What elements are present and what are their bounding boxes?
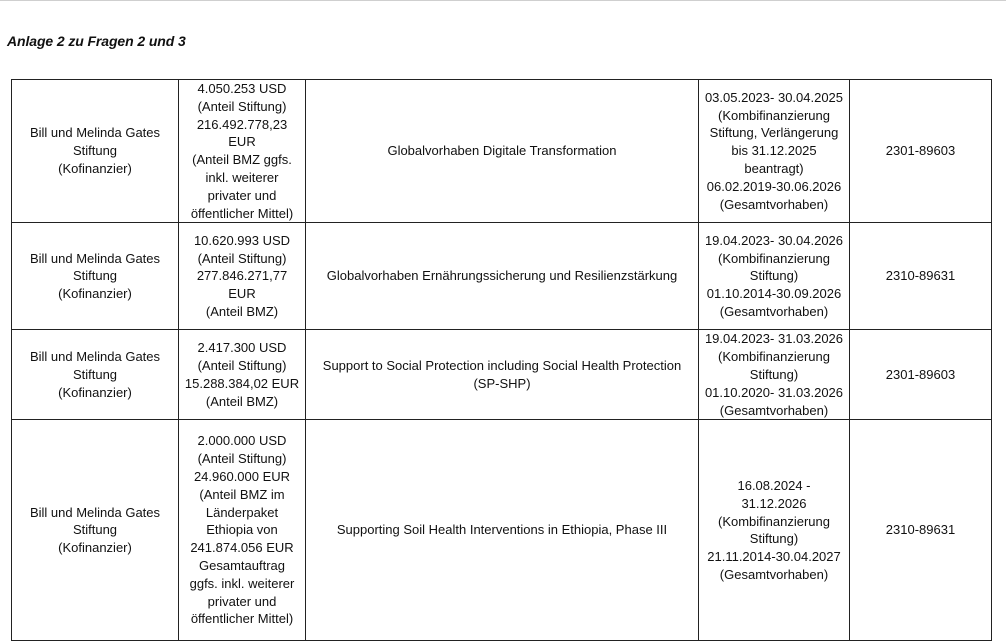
number-text: 2301-89603 — [885, 143, 956, 159]
table-row — [12, 223, 992, 330]
amount-text: 2.000.000 USD (Anteil Stiftung) 24.960.000 EUR (Anteil BMZ im Länderpaket Ethiopia von 241.874.056 EUR Gesamtauftrag ggfs. inkl. weiterer privater und öffentlicher Mittel) — [189, 433, 295, 627]
table-row — [12, 330, 992, 420]
funding-table — [11, 79, 992, 641]
document-heading: Anlage 2 zu Fragen 2 und 3 — [7, 33, 186, 49]
partner-cell — [12, 223, 179, 330]
table-row — [12, 80, 992, 223]
partner-text: Bill und Melinda Gates Stiftung (Kofinanzier) — [29, 125, 161, 177]
amount-cell — [179, 80, 306, 223]
project-cell — [306, 330, 699, 420]
period-text: 19.04.2023- 30.04.2026 (Kombifinanzierung Stiftung) 01.10.2014-30.09.2026 (Gesamtvorhaben) — [704, 232, 844, 320]
amount-cell — [179, 330, 306, 420]
project-cell — [306, 223, 699, 330]
project-text: Globalvorhaben Digitale Transformation — [387, 143, 617, 159]
number-cell — [850, 223, 992, 330]
period-text: 03.05.2023- 30.04.2025 (Kombifinanzierung Stiftung, Verlängerung bis 31.12.2025 beantragt) 06.02.2019-30.06.2026 (Gesamtvorhaben) — [704, 89, 844, 212]
period-cell — [699, 330, 850, 420]
number-cell — [850, 330, 992, 420]
number-cell — [850, 420, 992, 641]
period-text: 16.08.2024 - 31.12.2026 (Kombifinanzierung Stiftung) 21.11.2014-30.04.2027 (Gesamtvorhaben) — [707, 477, 841, 582]
project-text: Support to Social Protection including Social Health Protection (SP-SHP) — [322, 358, 682, 391]
partner-text: Bill und Melinda Gates Stiftung (Kofinanzier) — [29, 349, 161, 400]
number-text: 2310-89631 — [885, 522, 956, 538]
project-text: Globalvorhaben Ernährungssicherung und Resilienzstärkung — [326, 268, 678, 284]
top-border-line — [0, 0, 1006, 1]
amount-text: 10.620.993 USD (Anteil Stiftung) 277.846.271,77 EUR (Anteil BMZ) — [193, 232, 291, 320]
partner-text: Bill und Melinda Gates Stiftung (Kofinanzier) — [29, 250, 161, 302]
period-cell — [699, 223, 850, 330]
amount-text: 4.050.253 USD (Anteil Stiftung) 216.492.778,23 EUR (Anteil BMZ ggfs. inkl. weiterer privater und öffentlicher Mittel) — [190, 81, 294, 221]
period-cell — [699, 80, 850, 223]
project-text: Supporting Soil Health Interventions in Ethiopia, Phase III — [336, 522, 668, 538]
partner-text: Bill und Melinda Gates Stiftung (Kofinanzier) — [29, 504, 161, 556]
table-row — [12, 420, 992, 641]
period-text: 19.04.2023- 31.03.2026 (Kombifinanzierung Stiftung) 01.10.2020- 31.03.2026 (Gesamtvorhaben) — [704, 331, 844, 418]
project-cell — [306, 420, 699, 641]
number-text: 2310-89631 — [885, 268, 956, 284]
partner-cell — [12, 80, 179, 223]
amount-cell — [179, 420, 306, 641]
partner-cell — [12, 330, 179, 420]
amount-text: 2.417.300 USD (Anteil Stiftung) 15.288.384,02 EUR (Anteil BMZ) — [184, 340, 300, 409]
partner-cell — [12, 420, 179, 641]
number-text: 2301-89603 — [885, 366, 956, 382]
amount-cell — [179, 223, 306, 330]
project-cell — [306, 80, 699, 223]
period-cell — [699, 420, 850, 641]
number-cell — [850, 80, 992, 223]
